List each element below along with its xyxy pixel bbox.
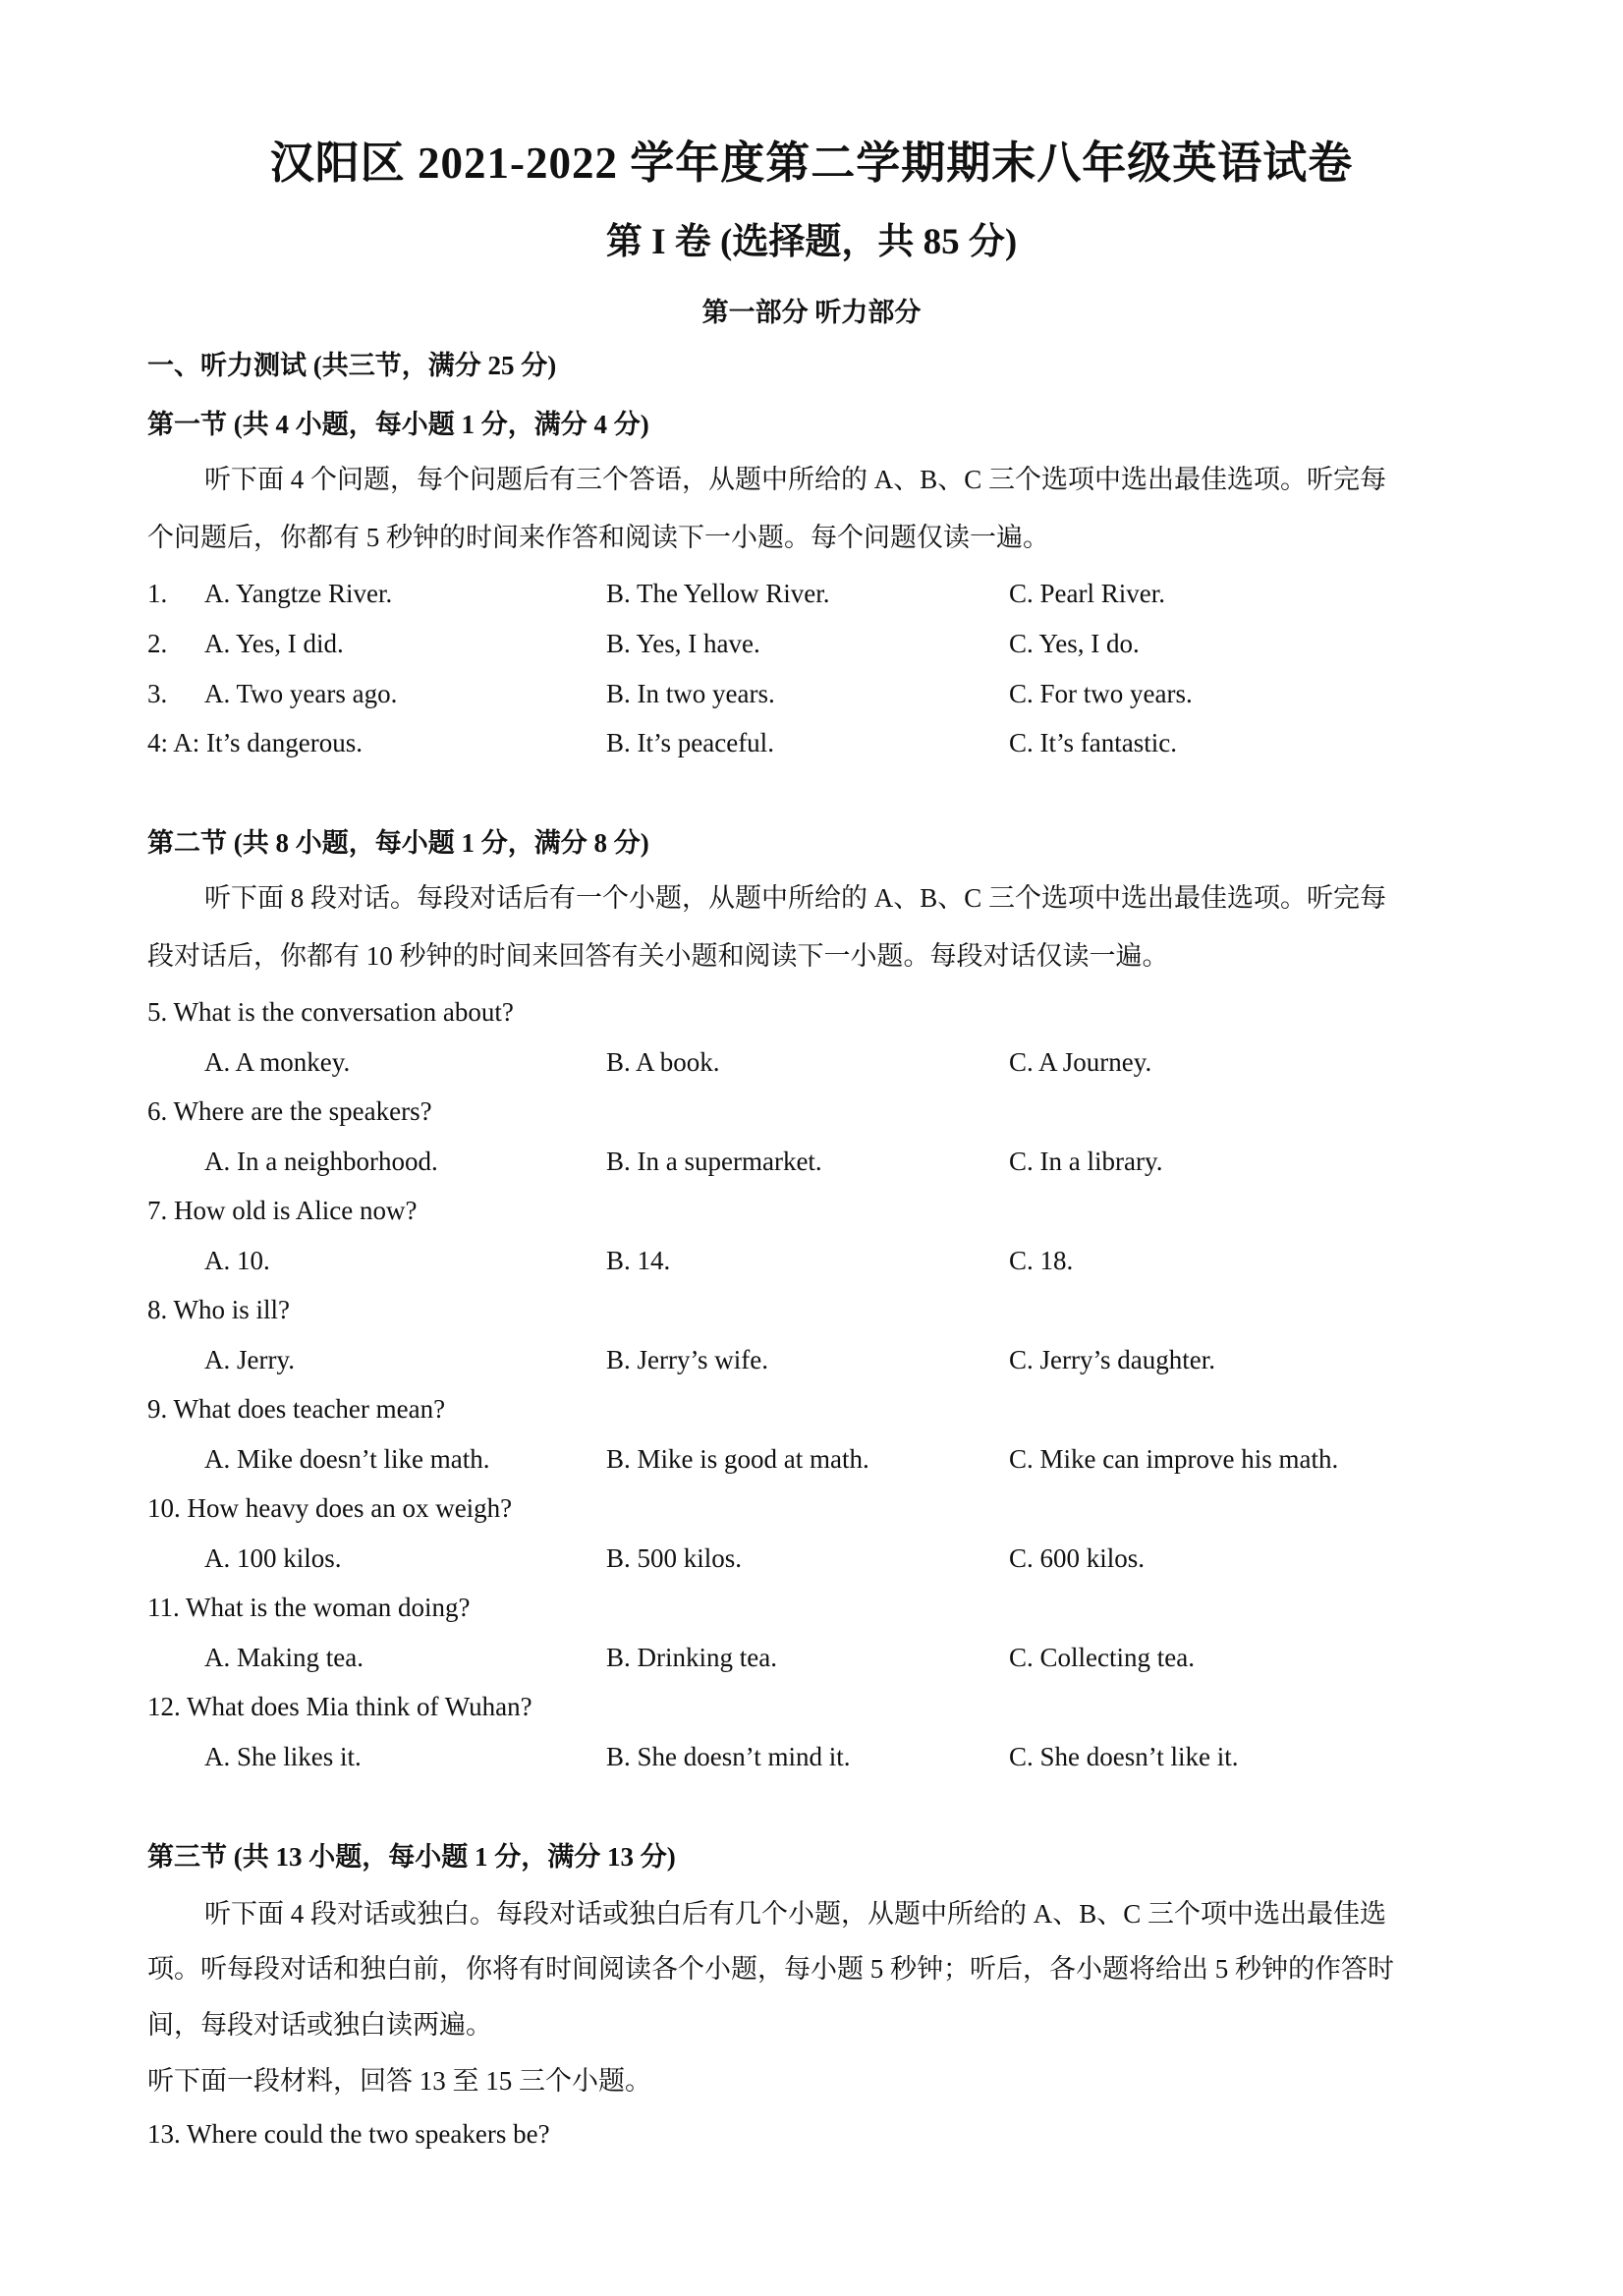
question-number: 3. [147, 679, 168, 708]
section2-instructions-line1: 听下面 8 段对话。每段对话后有一个小题，从题中所给的 A、B、C 三个选项中选出最佳选项。听完每 [204, 883, 1387, 913]
option-a: A. Making tea. [204, 1643, 364, 1672]
part-heading: 第一部分 听力部分 [701, 298, 922, 327]
section3-sub-instructions: 听下面一段材料，回答 13 至 15 三个小题。 [147, 2066, 651, 2096]
option-c: C. Pearl River. [1009, 579, 1165, 608]
question-number: 4: A: It’s dangerous. [147, 728, 363, 757]
section2-instructions-line2: 段对话后，你都有 10 秒钟的时间来回答有关小题和阅读下一小题。每段对话仅读一遍。 [147, 941, 1169, 971]
section1-heading: 第一节 (共 4 小题，每小题 1 分，满分 4 分) [147, 410, 649, 439]
question-text: 10. How heavy does an ox weigh? [147, 1493, 513, 1523]
section3-instructions-line1: 听下面 4 段对话或独白。每段对话或独白后有几个小题，从题中所给的 A、B、C 三个项中选出最佳选 [204, 1899, 1387, 1929]
option-a: A. In a neighborhood. [204, 1147, 438, 1176]
option-c: C. A Journey. [1009, 1047, 1152, 1077]
option-a: A. She likes it. [204, 1742, 362, 1771]
section3-instructions-line2: 项。听每段对话和独白前，你将有时间阅读各个小题，每小题 5 秒钟；听后，各小题将给出 5 秒钟的作答时 [147, 1954, 1394, 1984]
option-c: C. Yes, I do. [1009, 629, 1140, 658]
option-b: B. 500 kilos. [606, 1543, 743, 1573]
question-text: 12. What does Mia think of Wuhan? [147, 1692, 532, 1721]
question-text: 8. Who is ill? [147, 1295, 290, 1324]
option-a: A. A monkey. [204, 1047, 351, 1077]
option-b: B. A book. [606, 1047, 720, 1077]
option-c: C. For two years. [1009, 679, 1193, 708]
option-c: C. Collecting tea. [1009, 1643, 1195, 1672]
question-text: 5. What is the conversation about? [147, 997, 514, 1027]
option-c: C. Mike can improve his math. [1009, 1444, 1339, 1474]
option-c: C. It’s fantastic. [1009, 728, 1177, 757]
option-b: B. She doesn’t mind it. [606, 1742, 851, 1771]
option-c: C. 600 kilos. [1009, 1543, 1146, 1573]
question-text: 9. What does teacher mean? [147, 1394, 446, 1424]
option-b: B. 14. [606, 1246, 671, 1275]
question-text: 11. What is the woman doing? [147, 1593, 471, 1622]
section3-instructions-line3: 间，每段对话或独白读两遍。 [147, 2010, 492, 2040]
option-a: A. 100 kilos. [204, 1543, 342, 1573]
question-number: 1. [147, 579, 168, 608]
option-c: C. She doesn’t like it. [1009, 1742, 1239, 1771]
option-a: A. 10. [204, 1246, 270, 1275]
section1-instructions-line1: 听下面 4 个问题，每个问题后有三个答语，从题中所给的 A、B、C 三个选项中选出最佳选项。听完每 [204, 465, 1387, 494]
question-text: 13. Where could the two speakers be? [147, 2119, 550, 2149]
question-text: 7. How old is Alice now? [147, 1196, 418, 1225]
option-a: A. Two years ago. [204, 679, 398, 708]
section-main-heading: 一、听力测试 (共三节，满分 25 分) [147, 351, 557, 380]
option-b: B. Drinking tea. [606, 1643, 777, 1672]
option-c: C. In a library. [1009, 1147, 1163, 1176]
option-c: C. Jerry’s daughter. [1009, 1345, 1215, 1374]
option-a: A. Yangtze River. [204, 579, 393, 608]
question-number: 2. [147, 629, 168, 658]
question-text: 6. Where are the speakers? [147, 1096, 432, 1126]
option-c: C. 18. [1009, 1246, 1074, 1275]
option-b: B. In two years. [606, 679, 775, 708]
option-a: A. Yes, I did. [204, 629, 344, 658]
section1-instructions-line2: 个问题后，你都有 5 秒钟的时间来作答和阅读下一小题。每个问题仅读一遍。 [147, 523, 1049, 552]
option-b: B. It’s peaceful. [606, 728, 774, 757]
option-b: B. Mike is good at math. [606, 1444, 869, 1474]
option-b: B. Jerry’s wife. [606, 1345, 768, 1374]
option-a: A. Jerry. [204, 1345, 295, 1374]
section2-heading: 第二节 (共 8 小题，每小题 1 分，满分 8 分) [147, 828, 649, 858]
option-a: A. Mike doesn’t like math. [204, 1444, 490, 1474]
option-b: B. The Yellow River. [606, 579, 830, 608]
option-b: B. In a supermarket. [606, 1147, 822, 1176]
exam-title: 汉阳区 2021-2022 学年度第二学期期末八年级英语试卷 [269, 139, 1354, 188]
section3-heading: 第三节 (共 13 小题，每小题 1 分，满分 13 分) [147, 1842, 676, 1872]
option-b: B. Yes, I have. [606, 629, 760, 658]
volume-heading: 第 I 卷 (选择题，共 85 分) [605, 222, 1018, 262]
